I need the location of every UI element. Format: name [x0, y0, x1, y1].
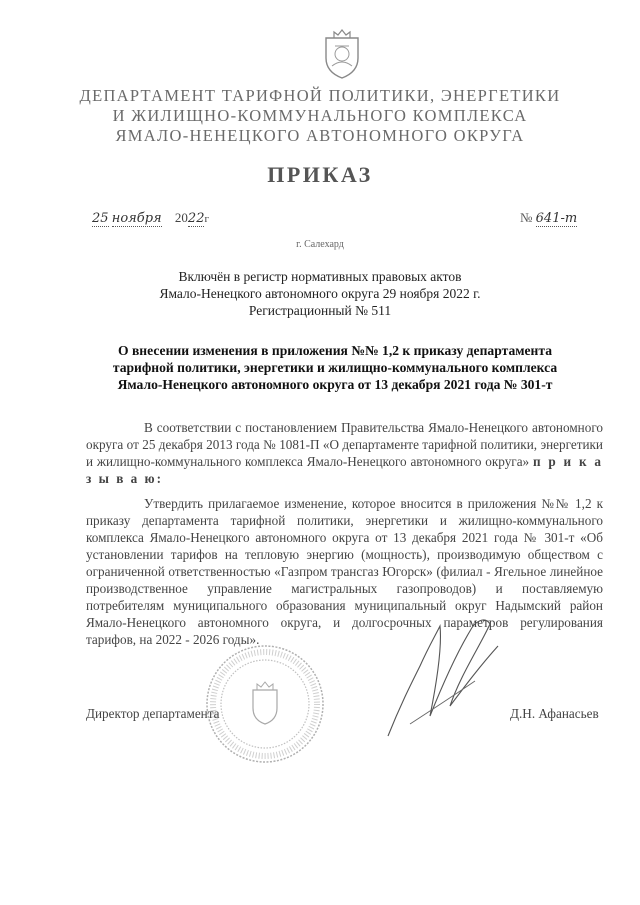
- department-name-line-2: И ЖИЛИЩНО-КОММУНАЛЬНОГО КОМПЛЕКСА: [112, 106, 528, 125]
- number-label: №: [520, 210, 533, 225]
- subject-line-3: Ямало-Ненецкого автономного округа от 13 декабря 2021 года № 301-т: [117, 377, 553, 392]
- date-year-prefix: 20: [174, 210, 188, 225]
- number-value: 641-т: [535, 211, 578, 226]
- subject-line-1: О внесении изменения в приложения №№ 1,2 к приказу департамента: [117, 343, 553, 358]
- handwritten-signature: [380, 606, 505, 746]
- subject-line-2: тарифной политики, энергетики и жилищно-коммунального комплекса: [112, 360, 558, 375]
- date-year-suffix: 22: [187, 211, 205, 226]
- official-stamp: [203, 642, 327, 766]
- date-year-unit: г: [204, 213, 209, 225]
- preamble-text: В соответствии с постановлением Правительства Ямало-Ненецкого автономного округа от 25 декабря 2013 года № 1081-П «О департаменте тарифной политики, энергетики и жилищно-коммунального комплекса Ямало-Ненецкого автономного округа»: [86, 420, 603, 469]
- city-label: г. Салехард: [296, 239, 344, 250]
- department-name-line-3: ЯМАЛО-НЕНЕЦКОГО АВТОНОМНОГО ОКРУГА: [115, 126, 525, 145]
- order-date: [92, 210, 209, 226]
- date-month: ноября: [111, 211, 162, 226]
- signatory-name: Д.Н. Афанасьев: [510, 706, 599, 721]
- coat-of-arms-emblem: [320, 28, 364, 80]
- main-paragraph: Утвердить прилагаемое изменение, которое вносится в приложения №№ 1,2 к приказу департамента тарифной политики, энергетики и жилищно-коммунального комплекса Ямало-Ненецкого автономного округа от 13 декабря 2021 года № 301-т «Об установлении тарифов на тепловую энергию (мощность), производимую обществом с ограниченной ответственностью «Газпром трансгаз Югорск» (филиал - Ягельное линейное производственное управление магистральных газопроводов) и поставляемую потребителям муниципального образования муниципальный округ Надымский район Ямало-Ненецкого автономного округа, и долгосрочных параметров регулирования тарифов, на 2022 - 2026 годы».: [86, 496, 603, 647]
- decree-word: п р и к а з ы в а ю:: [86, 454, 603, 486]
- signatory-position: Директор департамента: [86, 706, 220, 721]
- department-name-line-1: ДЕПАРТАМЕНТ ТАРИФНОЙ ПОЛИТИКИ, ЭНЕРГЕТИКИ: [79, 86, 561, 105]
- document-title: ПРИКАЗ: [267, 162, 373, 187]
- order-number: [520, 210, 577, 226]
- registration-line-3: Регистрационный № 511: [248, 303, 392, 318]
- registration-line-1: Включён в регистр нормативных правовых актов: [178, 269, 462, 284]
- date-day: 25: [92, 211, 109, 226]
- registration-line-2: Ямало-Ненецкого автономного округа 29 ноября 2022 г.: [159, 286, 481, 301]
- preamble-paragraph: [86, 419, 603, 487]
